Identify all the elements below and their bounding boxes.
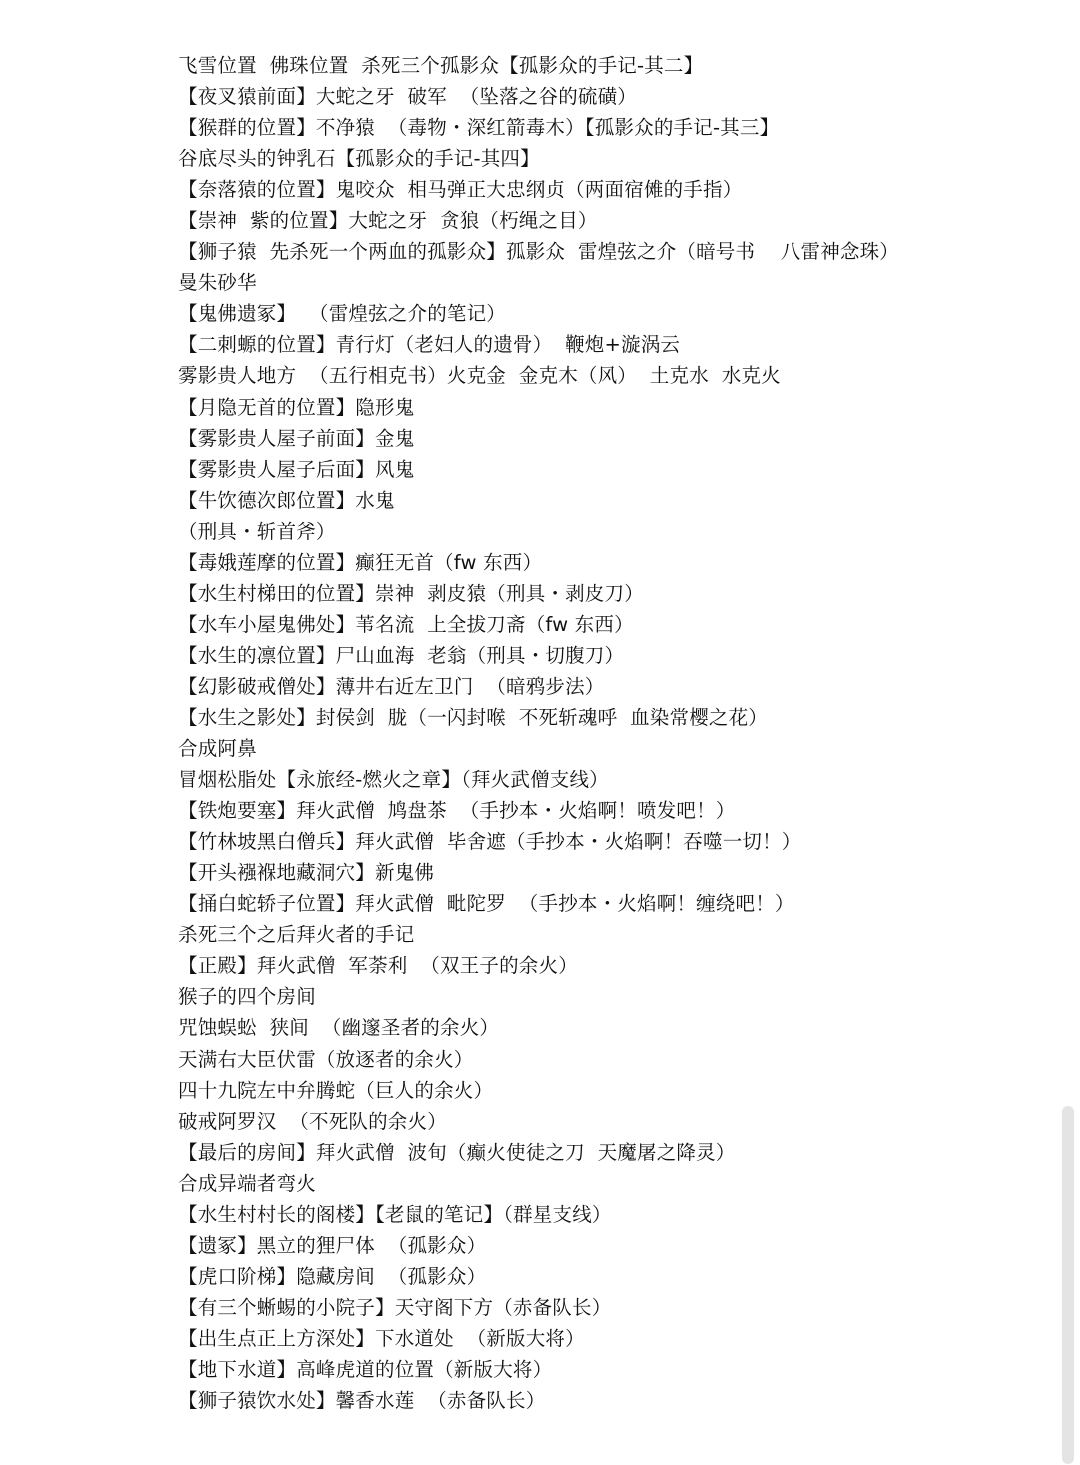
note-line: 【正殿】拜火武僧 军荼利 （双王子的余火） xyxy=(178,954,578,978)
note-line: 【狮子猿 先杀死一个两血的孤影众】孤影众 雷煌弦之介（暗号书 八雷神念珠） xyxy=(178,240,899,264)
note-line: 【水生之影处】封侯剑 胧（一闪封喉 不死斩魂呼 血染常樱之花） xyxy=(178,705,768,729)
note-line: 【水生的凛位置】尸山血海 老翁（刑具・切腹刀） xyxy=(178,643,625,667)
note-line: 合成异端者弯火 xyxy=(178,1171,316,1195)
note-line: 【崇神 紫的位置】大蛇之牙 贪狼（朽绳之目） xyxy=(178,209,598,233)
note-line: 【雾影贵人屋子前面】金鬼 xyxy=(178,426,415,450)
note-line: 【开头襁褓地藏洞穴】新鬼佛 xyxy=(178,861,435,885)
note-line: 【虎口阶梯】隐藏房间 （孤影众） xyxy=(178,1264,487,1288)
note-line: 【出生点正上方深处】下水道处 （新版大将） xyxy=(178,1326,585,1350)
note-line: 【二刺螈的位置】青行灯（老妇人的遗骨） 鞭炮+漩涡云 xyxy=(178,333,681,357)
note-line: 【遗冢】黑立的狸尸体 （孤影众） xyxy=(178,1233,487,1257)
note-line: 【有三个蜥蜴的小院子】天守阁下方（赤备队长） xyxy=(178,1295,612,1319)
note-line: 【铁炮要塞】拜火武僧 鸠盘茶 （手抄本・火焰啊！喷发吧！） xyxy=(178,799,736,823)
note-line: 【月隐无首的位置】隐形鬼 xyxy=(178,395,415,419)
scrollbar-thumb[interactable] xyxy=(1062,1106,1074,1464)
note-line: 【地下水道】高峰虎道的位置（新版大将） xyxy=(178,1357,553,1381)
note-line: 天满右大臣伏雷（放逐者的余火） xyxy=(178,1047,474,1071)
note-line: 【鬼佛遗冢】 （雷煌弦之介的笔记） xyxy=(178,302,506,326)
note-line: 合成阿鼻 xyxy=(178,737,257,761)
note-line: 【毒娥莲摩的位置】癫狂无首（fw 东西） xyxy=(178,550,543,574)
note-line: 【捅白蛇轿子位置】拜火武僧 毗陀罗 （手抄本・火焰啊！缠绕吧！） xyxy=(178,892,795,916)
note-line: 冒烟松脂处【永旅经-燃火之章】（拜火武僧支线） xyxy=(178,768,609,792)
note-line: 【夜叉猿前面】大蛇之牙 破军 （坠落之谷的硫磺） xyxy=(178,85,637,109)
note-line: 【水生村村长的阁楼】【老鼠的笔记】（群星支线） xyxy=(178,1202,612,1226)
note-line: 【奈落猿的位置】鬼咬众 相马弹正大忠纲贞（两面宿傩的手指） xyxy=(178,178,743,202)
note-line: 【最后的房间】拜火武僧 波旬（癫火使徒之刀 天魔屠之降灵） xyxy=(178,1140,736,1164)
note-line: 咒蚀蜈蚣 狭间 （幽邃圣者的余火） xyxy=(178,1016,500,1040)
note-line: 猴子的四个房间 xyxy=(178,985,316,1009)
note-line: 【猴群的位置】不净猿 （毒物・深红箭毒木）【孤影众的手记-其三】 xyxy=(178,116,780,140)
note-line: （刑具・斩首斧） xyxy=(178,519,336,543)
note-line: 飞雪位置 佛珠位置 杀死三个孤影众【孤影众的手记-其二】 xyxy=(178,54,704,77)
note-line: 【幻影破戒僧处】薄井右近左卫门 （暗鸦步法） xyxy=(178,674,605,698)
note-line: 【水生村梯田的位置】崇神 剥皮猿（刑具・剥皮刀） xyxy=(178,581,644,605)
note-line: 破戒阿罗汉 （不死队的余火） xyxy=(178,1109,447,1133)
note-line: 四十九院左中弁腾蛇（巨人的余火） xyxy=(178,1078,494,1102)
note-line: 【水车小屋鬼佛处】苇名流 上全拔刀斋（fw 东西） xyxy=(178,612,634,636)
note-line: 【雾影贵人屋子后面】风鬼 xyxy=(178,457,415,481)
note-line: 雾影贵人地方 （五行相克书）火克金 金克木（风） 土克水 水克火 xyxy=(178,364,781,388)
note-line: 【竹林坡黑白僧兵】拜火武僧 毕舍遮（手抄本・火焰啊！吞噬一切！） xyxy=(178,830,802,854)
note-line: 【牛饮德次郎位置】水鬼 xyxy=(178,488,395,512)
note-line: 【狮子猿饮水处】馨香水莲 （赤备队长） xyxy=(178,1389,546,1413)
note-text xyxy=(178,50,1038,1416)
vertical-scrollbar[interactable] xyxy=(1062,1100,1074,1465)
note-line: 杀死三个之后拜火者的手记 xyxy=(178,923,415,947)
note-line: 曼朱砂华 xyxy=(178,271,257,295)
note-line: 谷底尽头的钟乳石【孤影众的手记-其四】 xyxy=(178,147,540,171)
